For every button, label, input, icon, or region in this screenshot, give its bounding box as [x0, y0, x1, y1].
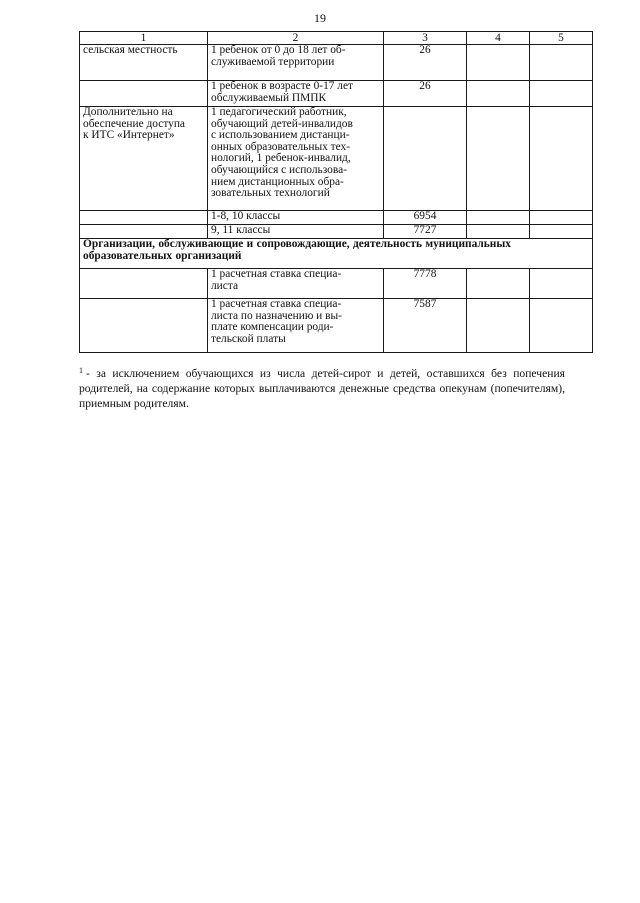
empty-cell [530, 211, 593, 225]
unit-cell [208, 81, 384, 107]
category-text: Дополнительно на обеспечение доступа к ИТС «Интернет» [83, 106, 185, 142]
unit-cell [208, 299, 384, 353]
footnote [79, 363, 565, 412]
category-cell [80, 225, 208, 239]
section-heading: Организации, обслуживающие и сопровождающие, деятельность муниципальных образовательных организаций [80, 239, 593, 269]
unit-text: 1-8, 10 классы [211, 210, 281, 222]
value-cell [384, 107, 467, 211]
category-cell [80, 299, 208, 353]
category-cell [80, 211, 208, 225]
unit-text: 1 ребенок от 0 до 18 лет об- служиваемой территории [211, 44, 346, 68]
empty-cell [467, 225, 530, 239]
category-cell [80, 81, 208, 107]
unit-cell [208, 269, 384, 299]
empty-cell [530, 81, 593, 107]
unit-cell [208, 107, 384, 211]
value-text: 26 [419, 80, 431, 92]
empty-cell [467, 45, 530, 81]
value-cell [384, 211, 467, 225]
column-header: 1 [80, 32, 208, 45]
column-header: 3 [384, 32, 467, 45]
category-cell [80, 45, 208, 81]
table-row [80, 211, 593, 225]
value-cell [384, 269, 467, 299]
value-cell [384, 225, 467, 239]
empty-cell [530, 225, 593, 239]
unit-text: 1 расчетная ставка специа- листа [211, 268, 342, 292]
value-text: 6954 [413, 210, 437, 222]
table-row [80, 81, 593, 107]
value-cell [384, 81, 467, 107]
empty-cell [467, 299, 530, 353]
empty-cell [467, 81, 530, 107]
table-row [80, 45, 593, 81]
column-header: 2 [208, 32, 384, 45]
value-text: 7727 [413, 224, 437, 236]
section-heading-row [80, 239, 593, 269]
unit-text: 9, 11 классы [211, 224, 271, 236]
table-row [80, 107, 593, 211]
table-row [80, 299, 593, 353]
table-row [80, 269, 593, 299]
unit-cell [208, 45, 384, 81]
footnote-text: - за исключением обучающихся из числа детей-сирот и детей, оставшихся без попечения родителей, на содержание которых выплачиваются денежные средства опекунам (попечителям), приемным родителям. [79, 367, 565, 411]
empty-cell [467, 211, 530, 225]
category-text: сельская местность [83, 44, 178, 56]
value-cell [384, 45, 467, 81]
empty-cell [467, 107, 530, 211]
unit-text: 1 педагогический работник, обучающий детей-инвалидов с использованием дистанци- онных образовательных тех- нологий, 1 ребенок-инвалид, обучающийся с использова- нием дистанционных обра- зовательных технологий [211, 106, 353, 200]
empty-cell [530, 269, 593, 299]
value-text: 26 [419, 44, 431, 56]
empty-cell [530, 299, 593, 353]
unit-cell [208, 225, 384, 239]
footnote-marker: 1 [79, 366, 83, 375]
column-header: 5 [530, 32, 593, 45]
table-header-row [80, 32, 593, 45]
table-row [80, 225, 593, 239]
empty-cell [530, 45, 593, 81]
empty-cell [467, 269, 530, 299]
unit-cell [208, 211, 384, 225]
page-number: 19 [314, 11, 326, 25]
category-cell [80, 107, 208, 211]
category-cell [80, 269, 208, 299]
norms-table [79, 31, 593, 353]
unit-text: 1 ребенок в возрасте 0-17 лет обслуживаемый ПМПК [211, 80, 354, 104]
column-header: 4 [467, 32, 530, 45]
value-cell [384, 299, 467, 353]
value-text: 7778 [413, 268, 437, 280]
unit-text: 1 расчетная ставка специа- листа по назначению и вы- плате компенсации роди- тельской платы [211, 298, 342, 345]
empty-cell [530, 107, 593, 211]
value-text: 7587 [413, 298, 437, 310]
